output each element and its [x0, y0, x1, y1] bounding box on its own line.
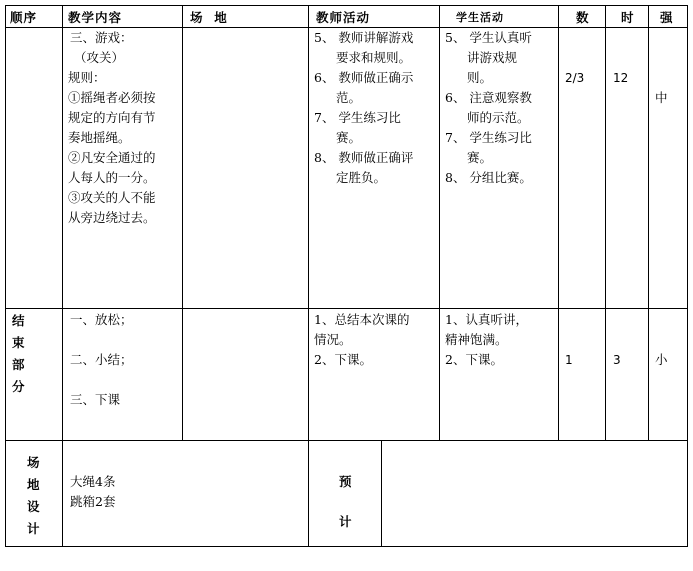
game-student-line: 讲游戏规: [467, 50, 518, 65]
border-right: [687, 5, 688, 547]
header-intensity: 强: [660, 10, 674, 25]
estimate-label-char: 预: [339, 474, 352, 489]
end-student-activity: [445, 310, 528, 370]
design-label-char: 场: [27, 455, 40, 470]
end-label-char: 结: [12, 313, 25, 328]
game-student-line: 5、 学生认真听: [445, 30, 532, 45]
end-label-char: 部: [12, 357, 25, 372]
game-content-line: 奏地摇绳。: [68, 130, 131, 145]
game-content-line: （攻关）: [74, 50, 125, 65]
end-label-char: 束: [12, 335, 25, 350]
col-divider-content: [182, 5, 183, 441]
game-student-line: 8、 分组比赛。: [445, 170, 532, 185]
end-content-line: 三、下课: [70, 392, 121, 407]
design-equipment-line: 跳箱2套: [70, 494, 116, 509]
game-student-line: 赛。: [467, 150, 493, 165]
game-content: [68, 28, 156, 228]
game-content-line: 人每人的一分。: [68, 170, 156, 185]
game-teacher-line: 赛。: [336, 130, 362, 145]
game-count: 2/3: [565, 71, 585, 85]
design-label-char: 地: [27, 477, 40, 492]
end-student-line: 2、下课。: [445, 352, 503, 367]
design-label-char: 设: [27, 499, 40, 514]
end-count: 1: [565, 353, 573, 367]
row-divider-1: [5, 308, 688, 309]
col-divider-student: [439, 5, 440, 441]
game-teacher-line: 6、 教师做正确示: [314, 70, 414, 85]
end-time: 3: [613, 353, 621, 367]
end-section-label: [12, 310, 25, 398]
header-time: 时: [621, 10, 635, 25]
design-equipment: [70, 472, 115, 512]
end-content: [70, 310, 133, 410]
design-section-label: [27, 452, 40, 540]
end-teacher-line: 1、总结本次课的: [314, 312, 410, 327]
row-divider-2: [5, 440, 688, 441]
game-teacher-activity: [314, 28, 413, 188]
end-label-char: 分: [12, 379, 25, 394]
end-teacher-line: 2、下课。: [314, 352, 372, 367]
end-intensity: 小: [655, 352, 668, 367]
end-student-line: 1、认真听讲，: [445, 312, 528, 327]
design-equipment-line: 大绳4条: [70, 474, 116, 489]
border-bottom: [5, 546, 688, 547]
col-divider-intensity: [648, 5, 649, 441]
header-content: 教学内容: [68, 10, 123, 25]
game-teacher-line: 定胜负。: [336, 170, 387, 185]
border-top: [5, 5, 688, 6]
game-time: 12: [613, 71, 629, 85]
game-content-line: 规则：: [68, 70, 106, 85]
game-content-line: ①摇绳者必须按: [68, 90, 156, 105]
col-divider-estimate: [381, 440, 382, 547]
game-content-line: 三、游戏：: [70, 30, 133, 45]
game-student-line: 7、 学生练习比: [445, 130, 532, 145]
game-content-line: ②凡安全通过的: [68, 150, 156, 165]
design-label-char: 计: [27, 521, 40, 536]
end-teacher-activity: [314, 310, 409, 370]
game-student-activity: [445, 28, 532, 188]
col-divider-teacher: [308, 5, 309, 547]
game-teacher-line: 范。: [336, 90, 362, 105]
end-content-line: 二、小结；: [70, 352, 133, 367]
game-teacher-line: 要求和规则。: [336, 50, 412, 65]
estimate-label-char: 计: [339, 514, 352, 529]
game-student-line: 师的示范。: [467, 110, 530, 125]
col-divider-time: [605, 5, 606, 441]
game-teacher-line: 8、 教师做正确评: [314, 150, 414, 165]
header-venue: 场 地: [190, 10, 228, 25]
header-student: 学生活动: [456, 11, 504, 24]
end-student-line: 精神饱满。: [445, 332, 508, 347]
game-content-line: 规定的方向有节: [68, 110, 156, 125]
col-divider-count: [558, 5, 559, 441]
header-count: 数: [576, 10, 590, 25]
game-content-line: 从旁边绕过去。: [68, 210, 156, 225]
header-teacher: 教师活动: [316, 10, 371, 25]
design-estimate-label: [339, 462, 352, 542]
game-content-line: ③攻关的人不能: [68, 190, 156, 205]
end-teacher-line: 情况。: [314, 332, 352, 347]
header-order: 顺序: [10, 10, 38, 25]
game-student-line: 则。: [467, 70, 493, 85]
game-teacher-line: 7、 学生练习比: [314, 110, 401, 125]
game-teacher-line: 5、 教师讲解游戏: [314, 30, 414, 45]
end-content-line: 一、放松；: [70, 312, 133, 327]
col-divider-order: [62, 5, 63, 547]
game-intensity: 中: [655, 90, 668, 105]
border-left: [5, 5, 6, 547]
game-student-line: 6、 注意观察教: [445, 90, 532, 105]
